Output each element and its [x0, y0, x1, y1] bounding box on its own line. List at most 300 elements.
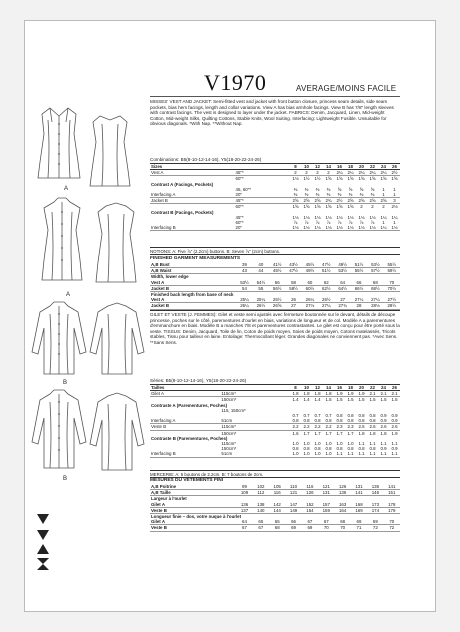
table-cell: 1	[382, 186, 385, 192]
table-cell: ⅞	[326, 220, 331, 226]
table-cell: 2.2	[301, 424, 312, 430]
section-label: Contrast A (Facings, Pockets)	[151, 181, 214, 187]
size-header-cell: 22	[367, 164, 378, 170]
table-cell: 1⅝	[336, 204, 343, 210]
table-cell: 1.4	[292, 397, 299, 403]
table-cell: 3	[389, 198, 400, 204]
table-cell: 26¼	[236, 303, 252, 309]
section-label: Contraste A (Parementures, Poches)	[151, 402, 228, 408]
mercerie-fr: MERCERIE: A: 5 boutons de 2.2cm. B: 7 boutons de 2cm.	[150, 470, 400, 478]
table-cell: 40	[253, 262, 269, 268]
table-cell: 68	[367, 280, 383, 286]
table-cell: 45½	[269, 268, 285, 274]
table-cell: 27¼	[351, 297, 367, 303]
table-cell: 0.8	[301, 418, 312, 424]
row-label: Interfacing B	[150, 225, 235, 231]
table-cell: 43½	[285, 262, 301, 268]
table-cell: 1⅛	[312, 225, 323, 231]
table-cell: 164	[334, 507, 350, 513]
table-cell: 131	[351, 484, 367, 490]
table-cell: 116	[302, 484, 318, 490]
table-cell: 27¼	[318, 303, 334, 309]
table-cell: 1⅛	[290, 225, 301, 231]
table-cell: 2.3	[345, 424, 356, 430]
size-header-cell: 12	[312, 164, 323, 170]
table-cell: 57½	[367, 268, 383, 274]
table-cell: 54	[236, 285, 252, 291]
table-cell: 26¼	[302, 297, 318, 303]
table-cell: 1¼	[391, 214, 398, 220]
table-cell: 136	[334, 490, 350, 496]
vest-a-variation-front-sketch	[34, 196, 90, 286]
table-cell: 174	[367, 507, 383, 513]
table-cell: 121	[285, 490, 301, 496]
table-cell: 1.0	[336, 441, 343, 447]
table-cell: 69	[302, 525, 318, 531]
size-header-cell: 24	[378, 164, 389, 170]
table-cell: ⅜	[290, 192, 301, 198]
table-cell: 71	[351, 525, 367, 531]
table-cell: 1.0	[323, 451, 334, 457]
table-cell: 0.9	[391, 413, 398, 419]
row-label: A,B Poitrine	[150, 484, 236, 490]
table-cell: 56½	[269, 285, 285, 291]
table-cell: 157	[318, 502, 334, 508]
table-cell: 1¼	[380, 214, 387, 220]
table-cell: 1.9	[345, 391, 356, 397]
table-cell: 49½	[302, 268, 318, 274]
table-cell: 1⅛	[325, 214, 332, 220]
table-cell: 72	[367, 525, 383, 531]
table-cell: 1⅝	[380, 176, 387, 182]
table-cell: 1.0	[301, 451, 312, 457]
size-header-cell: 24	[378, 385, 389, 391]
table-cell: 0.9	[391, 446, 398, 452]
table-cell: 47½	[285, 268, 301, 274]
table-cell: 1	[389, 192, 400, 198]
table-cell: 64	[334, 280, 350, 286]
table-cell: 28	[351, 303, 367, 309]
table-cell: 2⅝	[301, 198, 312, 204]
size-header-cell: 18	[345, 164, 356, 170]
table-cell: 136	[367, 484, 383, 490]
table-cell: 1.0	[347, 441, 354, 447]
table-cell: 149	[285, 507, 301, 513]
fabric-width: 115cm*	[220, 391, 290, 397]
table-cell: 44	[253, 268, 269, 274]
fabric-width: 150cm*	[221, 397, 237, 403]
table-cell: 0.8	[336, 446, 343, 452]
notions-en: NOTIONS: A: Five ⅞" (2.2cm) buttons. B: Seven ⅞" (2cm) buttons.	[150, 247, 400, 255]
table-cell: 2.3	[334, 424, 345, 430]
table-cell: ⅞	[359, 220, 364, 226]
table-cell: 1.1	[378, 451, 389, 457]
table-cell: 1⅛	[389, 225, 400, 231]
table-cell: 0.7	[303, 413, 310, 419]
table-cell: 27	[285, 303, 301, 309]
table-cell: 27¼	[367, 297, 383, 303]
table-cell: ⅜	[323, 192, 334, 198]
table-cell: 2⅝	[345, 198, 356, 204]
table-cell: 1½	[303, 176, 310, 182]
table-cell: 27	[334, 297, 350, 303]
finished-measurements-fr	[150, 484, 400, 532]
table-cell: 1.8	[358, 430, 365, 436]
view-a-label-2: A	[66, 292, 71, 298]
fabric-width: 115cm*	[221, 441, 236, 447]
table-cell: 121	[318, 484, 334, 490]
row-label: Vest A	[150, 280, 236, 286]
table-cell: 27¾	[334, 303, 350, 309]
table-cell: 1⅛	[369, 214, 376, 220]
jacket-b-variation-back-sketch	[86, 390, 148, 476]
size-header-cell: 22	[367, 385, 378, 391]
table-cell: 1.8	[312, 391, 323, 397]
fabric-width: 51cm	[220, 451, 290, 457]
table-cell: 2	[371, 204, 374, 210]
table-cell: 1⅛	[314, 214, 321, 220]
table-cell: 67	[236, 525, 252, 531]
table-cell: 1.0	[312, 451, 323, 457]
fabric-width: 150cm*	[221, 430, 237, 436]
table-cell: 168	[351, 502, 367, 508]
table-cell: 1.0	[290, 451, 301, 457]
size-header-cell: 16	[334, 385, 345, 391]
combinations-en: Combinations: B5(8-10-12-14-16), Y5(18-20-22-24-26)	[150, 157, 262, 162]
row-label: A,B Taille	[150, 490, 236, 496]
table-cell: 0.9	[380, 413, 387, 419]
table-cell: 102	[253, 484, 269, 490]
table-cell: 1.4	[314, 397, 321, 403]
table-cell: 1.1	[358, 441, 365, 447]
table-cell: 1⅝	[347, 176, 354, 182]
table-cell: 2	[323, 170, 334, 176]
table-cell: 66	[285, 519, 301, 525]
table-cell: 1.0	[314, 441, 321, 447]
jacket-b-front-sketch	[28, 300, 90, 380]
table-cell: 67	[302, 519, 318, 525]
table-cell: 1.1	[380, 441, 387, 447]
size-header-cell: 20	[356, 385, 367, 391]
table-cell: 2	[360, 204, 363, 210]
table-cell: 1.1	[391, 441, 398, 447]
table-cell: 1.4	[303, 397, 310, 403]
vest-a-back-sketch	[82, 112, 138, 192]
table-cell: 147	[285, 502, 301, 508]
table-cell: 55½	[384, 262, 400, 268]
table-cell: 1.7	[336, 430, 343, 436]
table-cell: 2.1	[367, 391, 378, 397]
table-cell: 0.8	[347, 413, 354, 419]
fabric-width: 60"*	[235, 220, 244, 226]
table-cell: ⅜	[356, 192, 367, 198]
row-label: Veste B	[150, 424, 220, 430]
table-cell: 1⅝	[336, 176, 343, 182]
finished-measurements-title-fr: MESURES DU VÊTEMENTS FINI	[150, 478, 224, 483]
table-cell: 140	[253, 507, 269, 513]
section-label: Longueur finie – dos, votre nuque à l'ourlet	[151, 514, 242, 520]
table-cell: 1⅝	[391, 176, 398, 182]
table-cell: 0.7	[325, 413, 332, 419]
table-cell: 1.0	[292, 441, 299, 447]
table-cell: 0.8	[312, 418, 323, 424]
table-cell: 2.6	[389, 424, 400, 430]
table-cell: 138	[253, 502, 269, 508]
difficulty-rating: AVERAGE/MOINS FACILE	[296, 84, 397, 93]
table-cell: ⅞	[370, 220, 375, 226]
fabric-width: 45"*	[235, 170, 290, 176]
table-cell: 2½	[334, 198, 345, 204]
table-cell: 1.5	[347, 397, 354, 403]
view-a-label: A	[64, 186, 69, 192]
table-cell: 55	[253, 285, 269, 291]
table-cell: 1⅝	[303, 204, 310, 210]
table-cell: 1⅝	[358, 176, 365, 182]
fabric-width: 51cm	[220, 418, 290, 424]
fabric-width: 150cm*	[221, 446, 237, 452]
view-b-label: B	[63, 380, 68, 386]
table-cell: 49½	[334, 262, 350, 268]
table-cell: 60	[302, 280, 318, 286]
table-cell: 142	[269, 502, 285, 508]
section-label: Contrast B (Facings, Pockets)	[151, 209, 214, 215]
table-cell: 1⅛	[292, 214, 299, 220]
table-cell: 62½	[318, 285, 334, 291]
table-cell: 1.0	[325, 441, 332, 447]
table-cell: 2.2	[312, 424, 323, 430]
table-cell: 69	[285, 525, 301, 531]
table-cell: 105	[269, 484, 285, 490]
table-cell: 126	[334, 484, 350, 490]
table-cell: 0.8	[369, 413, 376, 419]
table-cell: ⅜	[293, 186, 298, 192]
table-cell: 141	[351, 490, 367, 496]
table-cell: 70	[384, 519, 400, 525]
size-header-cell: Tailles	[150, 385, 290, 391]
table-cell: 169	[351, 507, 367, 513]
table-cell: 1	[382, 220, 385, 226]
fabric-width: 45"*	[235, 198, 290, 204]
table-cell: 1⅛	[356, 225, 367, 231]
row-label: Jacket B	[150, 285, 236, 291]
table-cell: 2½	[389, 170, 400, 176]
table-cell: 136	[236, 502, 252, 508]
table-cell: 2¾	[323, 198, 334, 204]
row-label: Interfacing A	[150, 418, 220, 424]
table-cell: 1⅛	[345, 225, 356, 231]
table-cell: 60½	[302, 285, 318, 291]
table-cell: 58	[285, 280, 301, 286]
table-cell: 1⅝	[314, 204, 321, 210]
size-header-cell: 16	[334, 164, 345, 170]
row-label: Vest A	[150, 297, 236, 303]
table-cell: 1.5	[391, 397, 398, 403]
table-cell: 68½	[367, 285, 383, 291]
table-cell: 99	[236, 484, 252, 490]
size-header-cell: 14	[323, 164, 334, 170]
view-b-label-2: B	[63, 476, 68, 482]
row-label: Interfacing B	[150, 451, 220, 457]
table-cell: 1	[393, 186, 396, 192]
table-cell: 62	[318, 280, 334, 286]
row-label: Jacket B	[150, 198, 235, 204]
table-cell: 1.6	[292, 430, 299, 436]
table-cell: 1⅝	[325, 176, 332, 182]
table-cell: 66	[351, 280, 367, 286]
table-cell: 2⅝	[378, 198, 389, 204]
table-cell: 0.8	[358, 446, 365, 452]
table-cell: 1⅛	[334, 225, 345, 231]
table-cell: 1.5	[358, 397, 365, 403]
table-cell: ⅞	[304, 220, 309, 226]
fabric-width: 115, 150cm*	[221, 407, 246, 413]
table-row	[150, 451, 400, 457]
description-fr: GILET ET VESTE (J. FEMMES): Gilet et veste semi ajustés avec fermeture boutonnée sur le devant, détails de découpe princesse, poches sur le côté, parementures d'ourlet en biais, variations de longueur et de col. Modèle A a parementures d'emmanchure en biais. Modèle B a manches 7/8 et parementures contrastantes. Le gilet est conçu pour être porté sous la veste. TISSUS: Denim, Jacquard, Toile de lin, Coton de poids moyen, Soies de poids moyen, Cotons matelassés, Tricots stables, Tissu pour tailleur en laine. Entoilage: Thermocollant léger. Grandes diagonales ne conviennent pas. *Avec Sens. **Sans Sens.	[150, 312, 400, 345]
table-cell: 27½	[384, 297, 400, 303]
table-cell: 2¼	[367, 170, 378, 176]
table-cell: 25¼	[236, 297, 252, 303]
table-cell: ⅜	[345, 192, 356, 198]
size-header-cell: 26	[389, 385, 400, 391]
table-cell: 0.8	[336, 413, 343, 419]
table-cell: 1.1	[389, 451, 400, 457]
row-label: A,B Bust	[150, 262, 236, 268]
size-header-cell: 8	[290, 385, 301, 391]
table-cell: 178	[384, 502, 400, 508]
table-cell: 1.8	[290, 391, 301, 397]
table-cell: 0.8	[290, 418, 301, 424]
table-cell: 1.1	[356, 451, 367, 457]
table-cell: 0.7	[292, 413, 299, 419]
table-cell: 116	[269, 490, 285, 496]
table-cell: 1.9	[391, 430, 398, 436]
table-row	[150, 225, 400, 231]
fabric-width: 45, 60"*	[235, 186, 252, 192]
table-cell: 1⅛	[347, 214, 354, 220]
table-cell: 1⅛	[323, 225, 334, 231]
vest-a-variation-back-sketch	[88, 200, 144, 288]
row-label: Gilet A	[150, 391, 220, 397]
header-rule	[150, 96, 400, 97]
table-cell: 2	[382, 204, 385, 210]
size-header-cell: 10	[301, 385, 312, 391]
table-cell: 28⅛	[367, 303, 383, 309]
table-cell: 2⅝	[367, 198, 378, 204]
table-cell: 1.1	[367, 451, 378, 457]
table-cell: 144	[269, 507, 285, 513]
table-cell: 51½	[318, 268, 334, 274]
table-cell: 27⅛	[302, 303, 318, 309]
table-cell: 41½	[269, 262, 285, 268]
table-cell: 2⅝	[290, 198, 301, 204]
fabric-width: 60"*	[235, 176, 244, 182]
table-cell: 26	[285, 297, 301, 303]
table-cell: 53½	[367, 262, 383, 268]
table-cell: 1.0	[303, 441, 310, 447]
cutting-symbols-icon	[36, 512, 50, 572]
table-cell: 1.5	[369, 397, 376, 403]
table-cell: 1¼	[378, 225, 389, 231]
table-cell: ⅝	[359, 186, 364, 192]
table-cell: 1.7	[325, 430, 332, 436]
table-cell: 1.8	[380, 430, 387, 436]
table-cell: 0.8	[358, 413, 365, 419]
table-cell: 137	[236, 507, 252, 513]
table-cell: ⅞	[337, 220, 342, 226]
table-cell: 1.8	[301, 391, 312, 397]
table-row	[150, 303, 400, 309]
table-cell: ⅜	[367, 192, 378, 198]
table-cell: 69	[351, 519, 367, 525]
table-cell: 54½	[253, 280, 269, 286]
table-cell: 1.1	[369, 441, 376, 447]
table-cell: 0.8	[367, 418, 378, 424]
table-cell: 53½	[334, 268, 350, 274]
table-cell: 0.9	[380, 446, 387, 452]
table-cell: ⅜	[326, 186, 331, 192]
jacket-b-back-sketch	[86, 300, 148, 380]
row-label: A,B Waist	[150, 268, 236, 274]
table-cell: 70	[334, 525, 350, 531]
row-label: Gilet A	[150, 502, 236, 508]
table-cell: 154	[302, 507, 318, 513]
table-cell: 67	[253, 525, 269, 531]
table-cell: 1	[378, 192, 389, 198]
section-label: Largeur à l'ourlet	[151, 496, 187, 502]
table-cell: 26⅝	[269, 303, 285, 309]
table-cell: 1	[393, 220, 396, 226]
table-cell: 64	[236, 519, 252, 525]
size-header-cell: 20	[356, 164, 367, 170]
table-cell: ⅜	[315, 186, 320, 192]
fabric-width: 20"	[235, 192, 290, 198]
table-cell: 179	[384, 507, 400, 513]
table-cell: 1⅛	[367, 225, 378, 231]
table-cell: 159	[318, 507, 334, 513]
table-cell: 163	[334, 502, 350, 508]
table-cell: 131	[318, 490, 334, 496]
table-cell: 58½	[285, 285, 301, 291]
table-cell: 2⅛	[391, 204, 398, 210]
table-cell: 2.2	[290, 424, 301, 430]
size-header-cell: 18	[345, 385, 356, 391]
table-cell: 67	[318, 519, 334, 525]
table-cell: ⅜	[312, 192, 323, 198]
table-cell: 2	[301, 170, 312, 176]
table-cell: 0.8	[334, 418, 345, 424]
table-cell: 151	[384, 490, 400, 496]
table-cell: ⅜	[304, 186, 309, 192]
table-cell: 2.5	[356, 424, 367, 430]
table-cell: 0.8	[347, 446, 354, 452]
size-header-cell: 8	[290, 164, 301, 170]
table-cell: 2¼	[378, 170, 389, 176]
table-cell: 26½	[318, 297, 334, 303]
table-cell: 65	[269, 519, 285, 525]
table-cell: 28½	[384, 303, 400, 309]
table-cell: 141	[384, 484, 400, 490]
table-cell: 0.8	[323, 418, 334, 424]
finished-measurements-title-en: FINISHED GARMENT MEASUREMENTS	[150, 256, 241, 261]
row-label: Jacket B	[150, 303, 236, 309]
table-cell: 1.1	[334, 451, 345, 457]
table-cell: ⅝	[348, 186, 353, 192]
table-cell: 1⅝	[369, 176, 376, 182]
table-cell: 26½	[253, 303, 269, 309]
table-cell: 1⅛	[358, 214, 365, 220]
table-cell: 66½	[351, 285, 367, 291]
row-label: Vest A	[150, 170, 235, 176]
